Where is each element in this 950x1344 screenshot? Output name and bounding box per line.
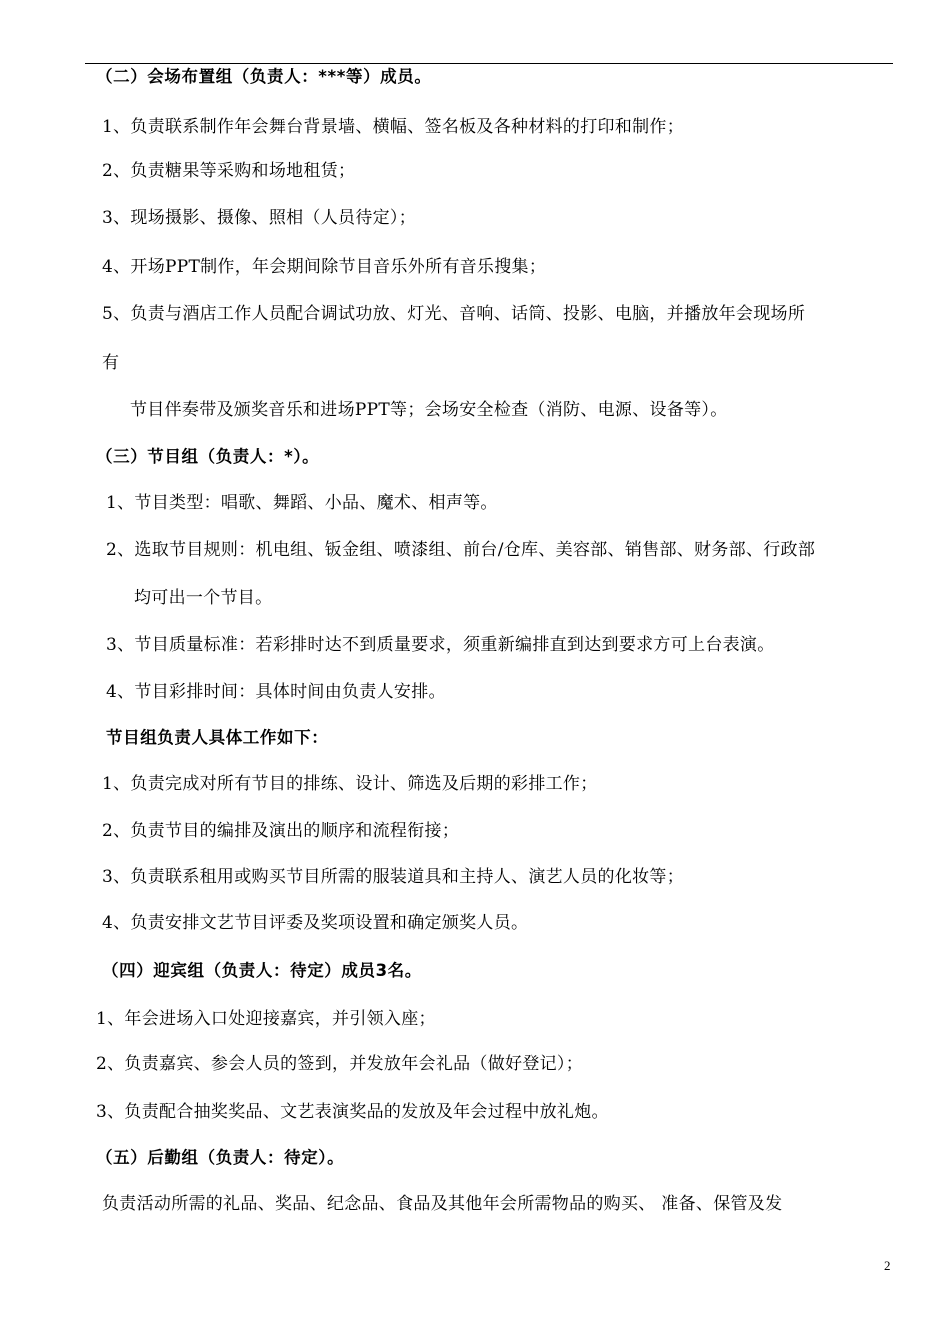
header-rule: [85, 63, 893, 64]
paragraph-line: 2、负责糖果等采购和场地租赁；: [102, 161, 356, 181]
paragraph-line: 1、节目类型：唱歌、舞蹈、小品、魔术、相声等。: [106, 493, 498, 513]
paragraph-line: 有: [102, 353, 120, 373]
paragraph-line: 2、负责嘉宾、参会人员的签到，并发放年会礼品（做好登记）；: [96, 1054, 584, 1074]
paragraph-line: 4、开场PPT制作，年会期间除节目音乐外所有音乐搜集；: [102, 257, 547, 277]
paragraph-line: 均可出一个节目。: [134, 588, 273, 608]
paragraph-line: 2、选取节目规则：机电组、钣金组、喷漆组、前台/仓库、美容部、销售部、财务部、行政部: [106, 540, 816, 560]
paragraph-line: 1、负责联系制作年会舞台背景墙、横幅、签名板及各种材料的打印和制作；: [102, 117, 685, 137]
section-heading-logistics: （五）后勤组（负责人：待定）。: [96, 1148, 345, 1167]
paragraph-line: 4、节目彩排时间：具体时间由负责人安排。: [106, 682, 446, 702]
paragraph-line: 3、现场摄影、摄像、照相（人员待定）；: [102, 208, 417, 228]
page-number: 2: [884, 1258, 891, 1273]
paragraph-line: 节目伴奏带及颁奖音乐和进场PPT等；会场安全检查（消防、电源、设备等）。: [130, 400, 728, 420]
paragraph-line: 1、年会进场入口处迎接嘉宾，并引领入座；: [96, 1009, 436, 1029]
paragraph-line: 2、负责节目的编排及演出的顺序和流程衔接；: [102, 821, 460, 841]
paragraph-line: 3、节目质量标准：若彩排时达不到质量要求，须重新编排直到达到要求方可上台表演。: [106, 635, 775, 655]
paragraph-line: 负责活动所需的礼品、奖品、纪念品、食品及其他年会所需物品的购买、 准备、保管及发: [102, 1194, 783, 1214]
paragraph-line: 3、负责联系租用或购买节目所需的服装道具和主持人、演艺人员的化妆等；: [102, 867, 685, 887]
section-heading-venue: （二）会场布置组（负责人：***等）成员。: [96, 67, 432, 86]
section-heading-program: （三）节目组（负责人：*）。: [96, 447, 320, 466]
paragraph-line: 4、负责安排文艺节目评委及奖项设置和确定颁奖人员。: [102, 913, 529, 933]
paragraph-line: 3、负责配合抽奖奖品、文艺表演奖品的发放及年会过程中放礼炮。: [96, 1102, 609, 1122]
paragraph-line: 5、负责与酒店工作人员配合调试功放、灯光、音响、话筒、投影、电脑，并播放年会现场所: [102, 304, 806, 324]
section-heading-reception: （四）迎宾组（负责人：待定）成员3名。: [102, 961, 422, 980]
paragraph-line: 1、负责完成对所有节目的排练、设计、筛选及后期的彩排工作；: [102, 774, 598, 794]
subheading-program-lead: 节目组负责人具体工作如下：: [106, 728, 329, 747]
